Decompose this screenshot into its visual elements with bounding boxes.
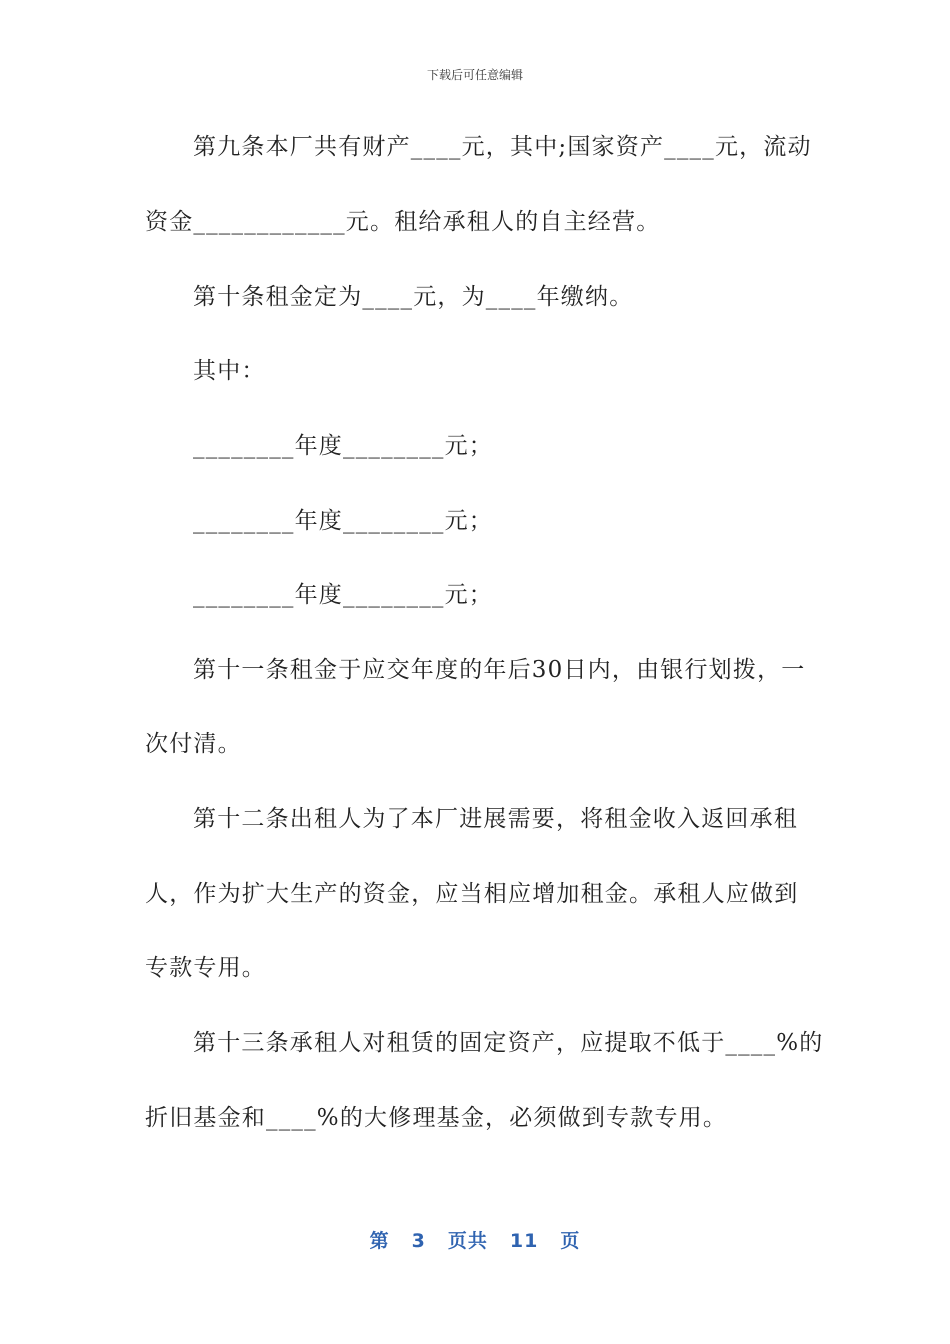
paragraph-line: 人，作为扩大生产的资金，应当相应增加租金。承租人应做到 <box>145 881 799 907</box>
paragraph-line: 其中： <box>193 358 266 384</box>
paragraph-line: 折旧基金和____%的大修理基金，必须做到专款专用。 <box>145 1105 728 1131</box>
page-footer <box>0 1226 950 1253</box>
paragraph-line: 第十条租金定为____元，为____年缴纳。 <box>193 284 634 310</box>
paragraph-line: ________年度________元； <box>193 433 493 459</box>
footer-current-page: 3 <box>411 1230 426 1252</box>
footer-middle: 页共 <box>447 1230 488 1252</box>
footer-total-pages: 11 <box>509 1230 539 1252</box>
paragraph-line: 第十一条租金于应交年度的年后30日内，由银行划拨，一 <box>193 657 806 683</box>
paragraph-line: 第十二条出租人为了本厂进展需要，将租金收入返回承租 <box>193 806 798 832</box>
footer-suffix: 页 <box>560 1230 581 1252</box>
footer-prefix: 第 <box>369 1230 390 1252</box>
paragraph-line: 第九条本厂共有财产____元，其中;国家资产____元，流动 <box>193 134 812 160</box>
paragraph-line: 次付清。 <box>145 731 242 757</box>
paragraph-line: 专款专用。 <box>145 955 266 981</box>
paragraph-line: ________年度________元； <box>193 582 493 608</box>
paragraph-line: 第十三条承租人对租赁的固定资产，应提取不低于____%的 <box>193 1030 824 1056</box>
paragraph-line: ________年度________元； <box>193 508 493 534</box>
paragraph-line: 资金____________元。租给承租人的自主经营。 <box>145 209 661 235</box>
header-note: 下载后可任意编辑 <box>426 68 523 82</box>
